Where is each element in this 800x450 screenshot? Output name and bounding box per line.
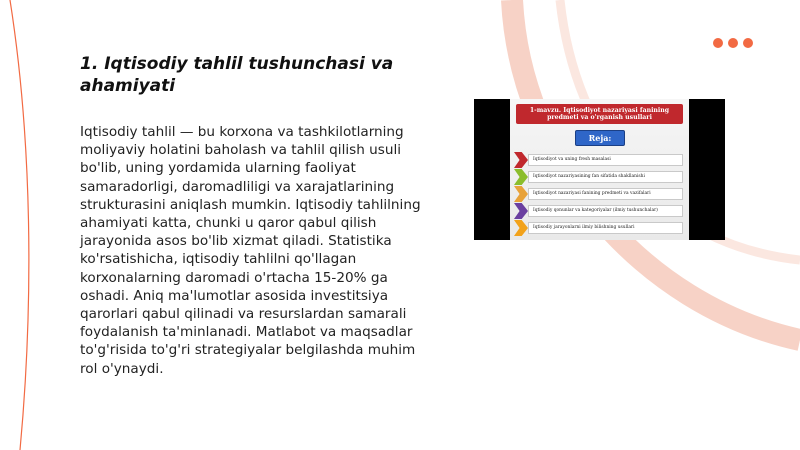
chevron-icon — [514, 152, 528, 168]
chevron-icon — [514, 169, 528, 185]
list-item-text: Iqtisodiyot nazariyasi fanining predmeti va vazifalari — [528, 188, 683, 200]
slide-list — [514, 152, 685, 237]
chevron-icon — [514, 203, 528, 219]
slide-title: 1-mavzu. Iqtisodiyot nazariyasi fanining predmeti va o'rganish usullari — [516, 104, 683, 124]
list-item-text: Iqtisodiy jarayonlarni ilmiy bilishning usullari — [528, 222, 683, 234]
list-item — [514, 203, 685, 219]
page-title: 1. Iqtisodiy tahlil tushunchasi va ahamiyati — [80, 54, 394, 96]
list-item — [514, 220, 685, 236]
list-item — [514, 152, 685, 168]
dot-icon — [728, 38, 738, 48]
list-item-text: Iqtisodiy qonunlar va kategoriyalar (ilmiy tushunchalar) — [528, 205, 683, 217]
slide-badge: Reja: — [575, 130, 625, 146]
slide-dots — [713, 38, 753, 48]
dot-icon — [743, 38, 753, 48]
list-item — [514, 186, 685, 202]
list-item — [514, 169, 685, 185]
list-item-text: Iqtisodiyot va uning fresh masalasi — [528, 154, 683, 166]
slide-canvas — [510, 99, 689, 240]
chevron-icon — [514, 186, 528, 202]
body-paragraph: Iqtisodiy tahlil — bu korxona va tashkilotlarning moliyaviy holatini baholash va tahlil qilish usuli bo'lib, uning yordamida ularning faoliyat samaradorligi, daromadliligi va xarajatlarining strukturasini aniqlash mumkin. Iqtisodiy tahlilning ahamiyati katta, chunki u qaror qabul qilish jarayonida asos bo'lib xizmat qiladi. Statistika ko'rsatishicha, iqtisodiy tahlilni qo'llagan korxonalarning daromadi o'rtacha 15-20% ga oshadi. Aniq ma'lumotlar asosida investitsiya qarorlari qabul qilinadi va resurslardan samarali foydalanish ta'minlanadi. Matlabot va maqsadlar to'g'risida to'g'ri strategiyalar belgilashda muhim rol o'ynaydi. — [80, 124, 421, 377]
list-item-text: Iqtisodiyot nazariyasining fan sifatida shakllanishi — [528, 171, 683, 183]
chevron-icon — [514, 220, 528, 236]
slide-thumbnail — [474, 99, 725, 240]
dot-icon — [713, 38, 723, 48]
